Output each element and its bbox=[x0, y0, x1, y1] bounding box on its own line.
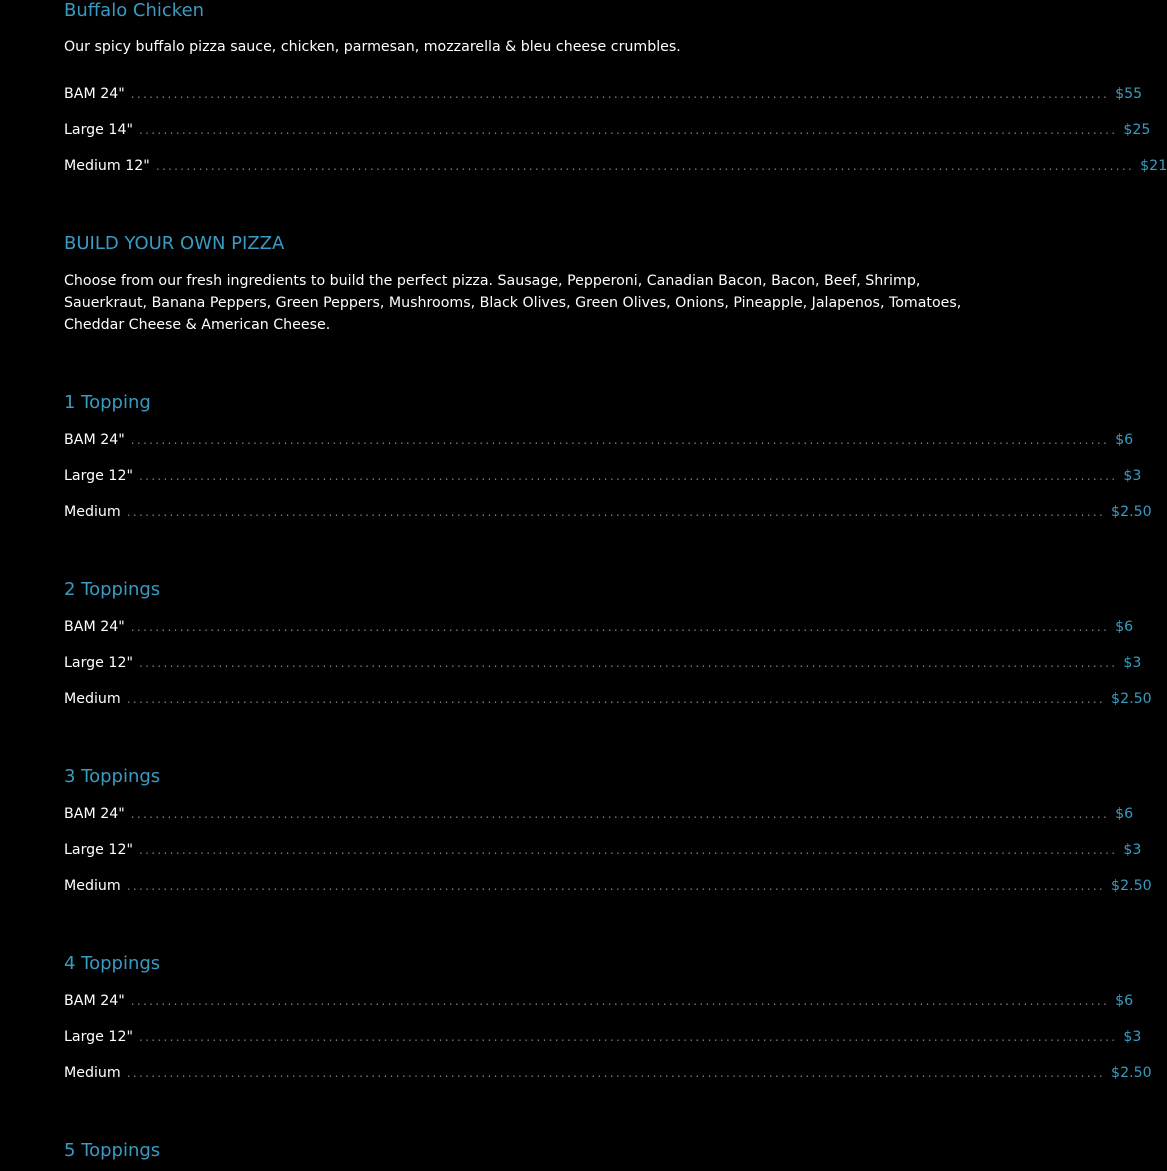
price: $55 bbox=[1115, 86, 1143, 102]
menu-row bbox=[64, 429, 1134, 451]
price: $3 bbox=[1123, 655, 1142, 671]
dot-leader: ................................................................................................................................................................ bbox=[126, 879, 1106, 893]
dot-leader: ................................................................................................................................................................ bbox=[139, 1030, 1118, 1044]
menu-row bbox=[64, 990, 1134, 1012]
buffalo-chicken-description: Our spicy buffalo pizza sauce, chicken, parmesan, mozzarella & bleu cheese crumbles. bbox=[64, 39, 681, 55]
size-label: BAM 24" bbox=[64, 432, 125, 448]
dot-leader: ................................................................................................................................................................ bbox=[126, 1066, 1106, 1080]
price: $6 bbox=[1115, 619, 1134, 635]
price: $25 bbox=[1123, 122, 1151, 138]
menu-row bbox=[64, 119, 1151, 141]
size-label: BAM 24" bbox=[64, 619, 125, 635]
dot-leader: ................................................................................................................................................................ bbox=[130, 994, 1110, 1008]
size-label: BAM 24" bbox=[64, 993, 125, 1009]
size-label: Medium bbox=[64, 878, 121, 894]
menu-row bbox=[64, 652, 1142, 674]
size-label: Large 14" bbox=[64, 122, 134, 138]
topping-group-title: 4 Toppings bbox=[64, 953, 161, 974]
dot-leader: ................................................................................................................................................................ bbox=[130, 87, 1110, 101]
menu-row bbox=[64, 875, 1152, 897]
size-label: Medium bbox=[64, 504, 121, 520]
menu-row bbox=[64, 688, 1152, 710]
menu-row bbox=[64, 1026, 1142, 1048]
price: $3 bbox=[1123, 842, 1142, 858]
size-label: Large 12" bbox=[64, 842, 134, 858]
topping-group-title: 1 Topping bbox=[64, 392, 151, 413]
menu-row bbox=[64, 616, 1134, 638]
menu-row bbox=[64, 803, 1134, 825]
price: $6 bbox=[1115, 806, 1134, 822]
size-label: BAM 24" bbox=[64, 86, 125, 102]
size-label: Large 12" bbox=[64, 1029, 134, 1045]
size-label: Medium 12" bbox=[64, 158, 150, 174]
menu-row bbox=[64, 501, 1152, 523]
size-label: Large 12" bbox=[64, 655, 134, 671]
size-label: Medium bbox=[64, 1065, 121, 1081]
menu-row bbox=[64, 1062, 1152, 1084]
size-label: Large 12" bbox=[64, 468, 134, 484]
topping-group-title: 5 Toppings bbox=[64, 1140, 161, 1161]
dot-leader: ................................................................................................................................................................ bbox=[130, 620, 1110, 634]
price: $3 bbox=[1123, 468, 1142, 484]
price: $21 bbox=[1140, 158, 1167, 174]
price: $2.50 bbox=[1111, 691, 1152, 707]
price: $2.50 bbox=[1111, 1065, 1152, 1081]
price: $2.50 bbox=[1111, 504, 1152, 520]
build-your-own-title: BUILD YOUR OWN PIZZA bbox=[64, 233, 285, 254]
price: $2.50 bbox=[1111, 878, 1152, 894]
topping-group-title: 3 Toppings bbox=[64, 766, 161, 787]
dot-leader: ................................................................................................................................................................ bbox=[130, 433, 1110, 447]
dot-leader: ................................................................................................................................................................ bbox=[130, 807, 1110, 821]
menu-row bbox=[64, 465, 1142, 487]
dot-leader: ................................................................................................................................................................ bbox=[139, 656, 1118, 670]
dot-leader: ................................................................................................................................................................ bbox=[139, 843, 1118, 857]
topping-group-title: 2 Toppings bbox=[64, 579, 161, 600]
dot-leader: ................................................................................................................................................................ bbox=[139, 469, 1118, 483]
size-label: Medium bbox=[64, 691, 121, 707]
buffalo-chicken-title: Buffalo Chicken bbox=[64, 0, 205, 21]
menu-row bbox=[64, 155, 1167, 177]
dot-leader: ................................................................................................................................................................ bbox=[126, 505, 1106, 519]
price: $3 bbox=[1123, 1029, 1142, 1045]
menu-row bbox=[64, 83, 1143, 105]
dot-leader: ................................................................................................................................................................ bbox=[155, 159, 1135, 173]
price: $6 bbox=[1115, 993, 1134, 1009]
build-your-own-description: Choose from our fresh ingredients to build the perfect pizza. Sausage, Pepperoni, Canadian Bacon, Bacon, Beef, Shrimp, Sauerkraut, Banana Peppers, Green Peppers, Mushrooms, Black Olives, Green Olives, Onions, Pineapple, Jalapenos, Tomatoes, Cheddar Cheese & American Cheese. bbox=[64, 273, 962, 333]
dot-leader: ................................................................................................................................................................ bbox=[126, 692, 1106, 706]
size-label: BAM 24" bbox=[64, 806, 125, 822]
dot-leader: ................................................................................................................................................................ bbox=[139, 123, 1118, 137]
menu-row bbox=[64, 839, 1142, 861]
price: $6 bbox=[1115, 432, 1134, 448]
